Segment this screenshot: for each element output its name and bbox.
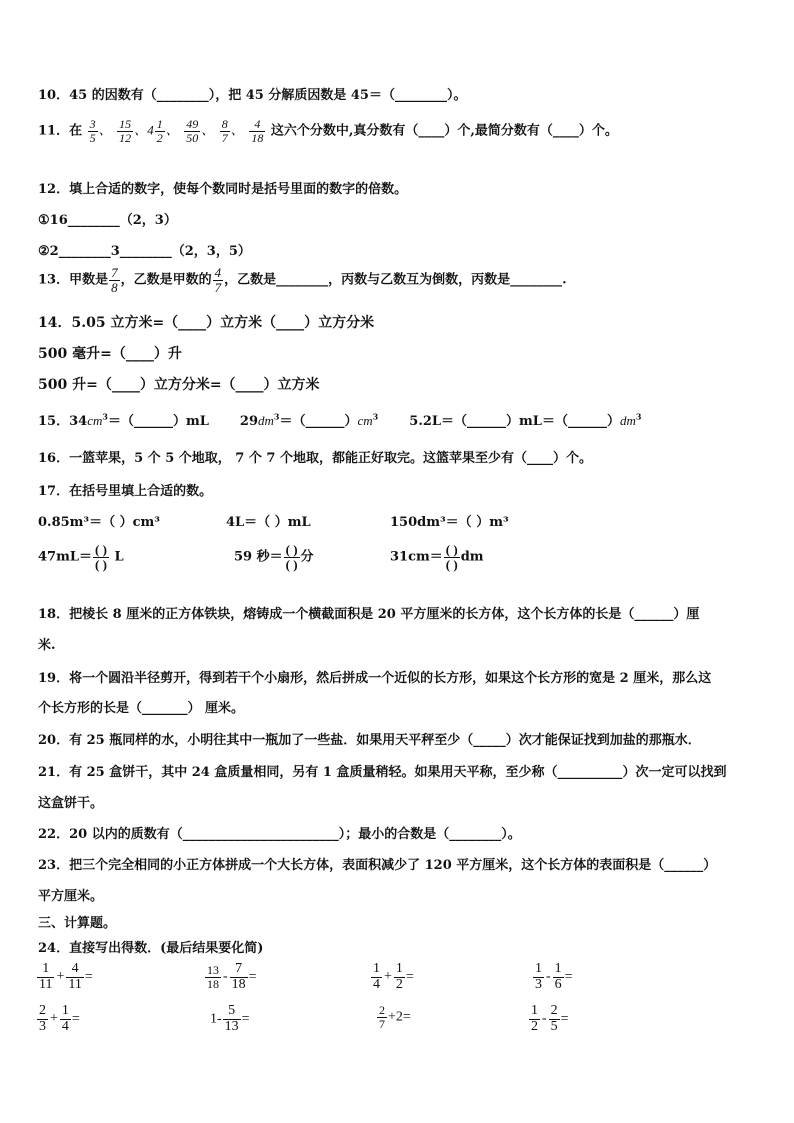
q11-fraction-1: $\frac{3}{5}$ xyxy=(89,117,96,145)
calc-2-2-b: $\frac{5}{13}$ xyxy=(224,1003,239,1034)
q15-unit-dm-2: dm xyxy=(619,413,636,428)
question-17-row2-c xyxy=(390,543,484,571)
question-10: 10．45 的因数有（________），把 45 分解质因数是 45＝（________）。 xyxy=(38,88,467,103)
q11-fraction-5: $\frac{8}{7}$ xyxy=(221,117,228,145)
calc-1-2-a: $\frac{13}{18}$ xyxy=(207,963,219,991)
q17-r2a-fraction: $\frac{( )}{( )}$ xyxy=(95,542,107,572)
q11-suffix: 这六个分数中,真分数有（____）个,最简分数有（____）个。 xyxy=(270,123,618,139)
question-23-line-1: 23．把三个完全相同的小正方体拼成一个大长方体，表面积减少了 120 平方厘米，这个长方体的表面积是（______） xyxy=(38,858,717,873)
section-3-title: 三、计算题。 xyxy=(38,916,117,931)
question-12-item-1: ①16________（2，3） xyxy=(38,213,177,228)
q15-text-d: ＝（______） xyxy=(279,414,358,429)
q15-text-c: 29 xyxy=(239,414,258,429)
q17-r2b-text: 59 秒＝ xyxy=(234,549,283,565)
q11-fraction-6: $\frac{4}{18}$ xyxy=(251,117,264,145)
q13-text-b: ，乙数是甲数的 xyxy=(120,272,212,288)
question-14-line-3: 500 升=（____）立方分米=（____）立方米 xyxy=(38,377,320,393)
question-14-line-2: 500 毫升=（____）升 xyxy=(38,346,182,362)
q13-fraction-1: $\frac{7}{8}$ xyxy=(111,265,118,295)
calc-1-1-b: $\frac{4}{11}$ xyxy=(68,961,82,992)
q13-text-c: ，乙数是________，丙数与乙数互为倒数，丙数是________. xyxy=(224,272,567,288)
question-13 xyxy=(38,266,567,294)
q17-r2c-text: 31cm＝ xyxy=(390,549,443,565)
calc-2-4-b: $\frac{2}{5}$ xyxy=(550,1003,558,1034)
calc-2-1: $\frac{2}{3}$ + $\frac{1}{4}$ = xyxy=(39,1003,80,1034)
q11-prefix: 11．在 xyxy=(38,123,83,139)
calc-1-4-b: $\frac{1}{6}$ xyxy=(554,961,562,992)
q17-r2a-text: 47mL＝ xyxy=(38,549,92,565)
calc-2-3: $\frac{2}{7}$ +2= xyxy=(379,1003,411,1031)
question-19-line-2: 个长方形的长是（_______） 厘米。 xyxy=(38,701,245,716)
calc-1-1-a: $\frac{1}{11}$ xyxy=(39,961,53,992)
question-18-line-2: 米. xyxy=(38,638,56,653)
question-17-row1-c: 150dm³＝（ ）m³ xyxy=(390,515,509,530)
calc-2-1-b: $\frac{1}{4}$ xyxy=(61,1003,69,1034)
question-21-line-1: 21．有 25 盒饼干，其中 24 盒质量相同，另有 1 盒质量稍轻。如果用天平称，至少称（__________）次一定可以找到 xyxy=(38,765,727,780)
q15-exp-4: 3 xyxy=(635,411,642,422)
q17-r2a-unit: L xyxy=(114,549,124,565)
calc-2-2: 1- $\frac{5}{13}$ = xyxy=(210,1003,250,1034)
question-17-row1-a: 0.85m³＝（ ）cm³ xyxy=(38,515,161,530)
question-24-stem: 24．直接写出得数．(最后结果要化简) xyxy=(38,941,264,956)
q15-exp-3: 3 xyxy=(372,411,379,422)
q15-text-e: 5.2L＝（______）mL＝（______） xyxy=(409,414,620,429)
question-23-line-2: 平方厘米。 xyxy=(38,889,104,904)
question-21-line-2: 这盒饼干。 xyxy=(38,796,104,811)
question-16: 16．一篮苹果，5 个 5 个地取， 7 个 7 个地取，都能正好取完。这篮苹果至少有（____）个。 xyxy=(38,451,592,466)
question-14-line-1: 14．5.05 立方米=（____）立方米（____）立方分米 xyxy=(38,315,375,331)
q11-fraction-2: $\frac{15}{12}$ xyxy=(119,117,132,145)
q11-whole-part: 4 xyxy=(147,122,154,138)
calc-1-3: $\frac{1}{4}$ + $\frac{1}{2}$ = xyxy=(373,961,414,992)
q11-fraction-4: $\frac{49}{50}$ xyxy=(186,117,199,145)
q11-fraction-3: $\frac{1}{2}$ xyxy=(156,117,163,145)
q15-text-a: 15．34 xyxy=(38,414,88,429)
question-19-line-1: 19．将一个圆沿半径剪开，得到若干个小扇形，然后拼成一个近似的长方形，如果这个长方形的宽是 2 厘米，那么这 xyxy=(38,671,712,686)
q17-r2b-fraction: $\frac{( )}{( )}$ xyxy=(285,542,298,572)
calc-2-4-a: $\frac{1}{2}$ xyxy=(531,1003,538,1034)
question-18-line-1: 18．把棱长 8 厘米的正方体铁块，熔铸成一个横截面积是 20 平方厘米的长方体，这个长方体的长是（______）厘 xyxy=(38,607,700,622)
calc-1-3-b: $\frac{1}{2}$ xyxy=(395,961,403,992)
q15-unit-dm: dm xyxy=(258,413,274,428)
q15-unit-cm: cm xyxy=(87,413,103,428)
q15-text-b: ＝（______）mL xyxy=(107,414,209,429)
calc-1-1: $\frac{1}{11}$ + $\frac{4}{11}$ = xyxy=(39,961,93,992)
question-17-row2-b xyxy=(234,543,314,571)
calc-1-4: $\frac{1}{3}$ - $\frac{1}{6}$ = xyxy=(535,961,573,992)
question-20: 20．有 25 瓶同样的水，小明往其中一瓶加了一些盐．如果用天平秤至少（_____）次才能保证找到加盐的那瓶水． xyxy=(38,733,701,748)
calc-2-4: $\frac{1}{2}$ - $\frac{2}{5}$ = xyxy=(531,1003,569,1034)
question-22: 22．20 以内的质数有（________________________）；最小的合数是（________）。 xyxy=(38,827,521,842)
q17-r2b-unit: 分 xyxy=(300,549,314,565)
question-17-row1-b: 4L＝（ ）mL xyxy=(226,515,311,530)
q13-fraction-2: $\frac{4}{7}$ xyxy=(214,265,222,295)
q17-r2c-unit: dm xyxy=(460,549,484,565)
calc-1-2-b: $\frac{7}{18}$ xyxy=(231,961,246,992)
calc-1-3-a: $\frac{1}{4}$ xyxy=(373,961,380,992)
question-11: 11．在 $\frac{3}{5}$ 、 $\frac{15}{12}$ 、4 $\frac{1}{2}$ 、 $\frac{49}{50}$ 、 $\frac{8}{7}$ 、 $\frac{4}{18}$ 这六个分数中,真分数有（____）个,最简分数有（____）个。 xyxy=(38,117,618,145)
q13-text-a: 13．甲数是 xyxy=(38,272,109,288)
q15-unit-cm-2: cm xyxy=(357,413,373,428)
calc-1-2: $\frac{13}{18}$ - $\frac{7}{18}$ = xyxy=(207,961,257,992)
question-15 xyxy=(38,410,641,429)
q17-r2c-fraction: $\frac{( )}{( )}$ xyxy=(445,542,458,572)
question-17-row2-a xyxy=(38,543,124,571)
question-12-stem: 12．填上合适的数字，使每个数同时是括号里面的数字的倍数。 xyxy=(38,182,408,197)
calc-2-1-a: $\frac{2}{3}$ xyxy=(39,1003,46,1034)
q15-exp-1: 3 xyxy=(102,411,108,422)
question-17-stem: 17．在括号里填上合适的数。 xyxy=(38,484,213,499)
calc-1-4-a: $\frac{1}{3}$ xyxy=(535,961,542,992)
question-12-item-2: ②2________3________（2，3，5） xyxy=(38,244,251,259)
calc-2-3-a: $\frac{2}{7}$ xyxy=(379,1003,385,1031)
q15-exp-2: 3 xyxy=(273,411,280,422)
